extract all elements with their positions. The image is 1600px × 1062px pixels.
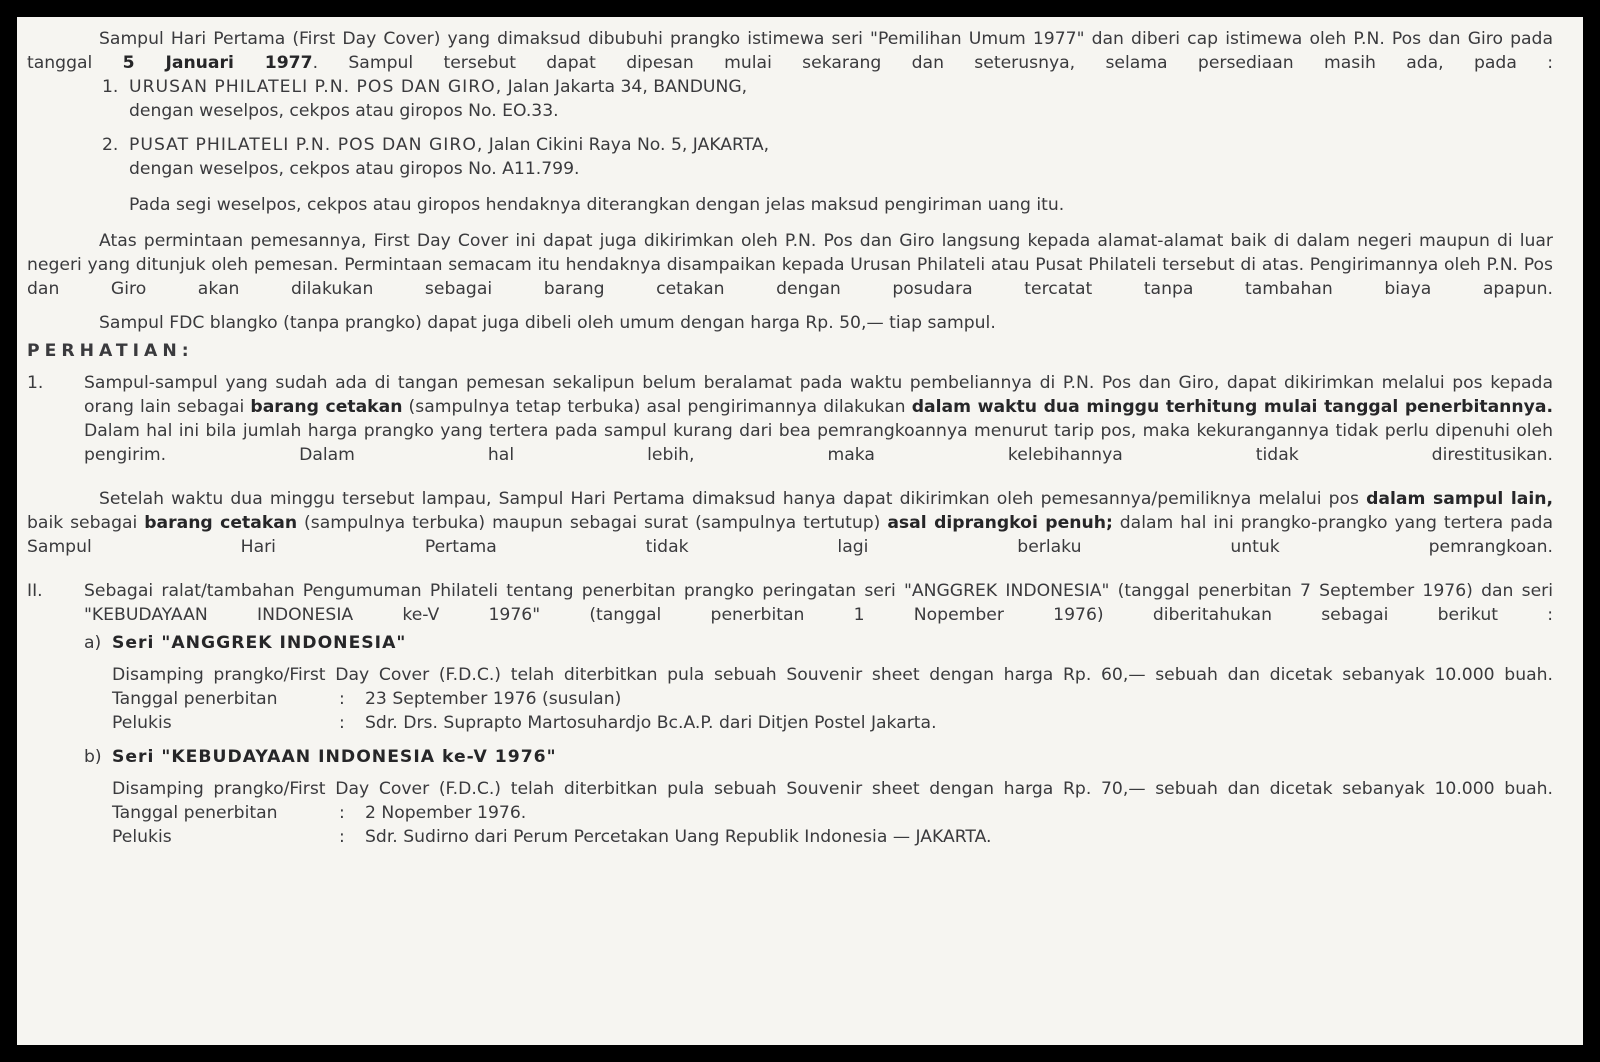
- attention-point-2: [27, 579, 1553, 627]
- series-label: b): [84, 747, 102, 767]
- point-2-text: Sebagai ralat/tambahan Pengumuman Philateli tentang penerbitan prangko peringatan seri "ANGGREK INDONESIA" (tanggal penerbitan 7 September 1976) dan seri "KEBUDAYAAN INDONESIA ke-V 1976" (tanggal penerbitan 1 Nopember 1976) diberitahukan sebagai berikut :: [84, 581, 1553, 625]
- address-street: Jalan Jakarta 34, BANDUNG,: [502, 77, 748, 97]
- intro-text-b: . Sampul tersebut dapat dipesan mulai sekarang dan seterusnya, selama persediaan masih ada, pada :: [312, 53, 1553, 73]
- payment-note: Pada segi weselpos, cekpos atau giropos hendaknya diterangkan dengan jelas maksud pengiriman uang itu.: [129, 195, 1065, 215]
- address-item-2: [102, 133, 1553, 181]
- series-artist-value: Sdr. Sudirno dari Perum Percetakan Uang Republik Indonesia — JAKARTA.: [365, 827, 992, 847]
- series-artist-row: Pelukis : Sdr. Sudirno dari Perum Percetakan Uang Republik Indonesia — JAKARTA.: [112, 827, 992, 847]
- series-artist-row: Pelukis : Sdr. Drs. Suprapto Martosuhardjo Bc.A.P. dari Ditjen Postel Jakarta.: [112, 713, 937, 733]
- intro-text-a: Sampul Hari Pertama (First Day Cover) yang dimaksud dibubuhi prangko istimewa seri "Pemilihan Umum 1977" dan diberi cap istimewa oleh P.N. Pos dan Giro pada tanggal: [27, 29, 1553, 73]
- intro-date: 5 Januari 1977: [122, 53, 313, 73]
- blank-fdc-paragraph: Sampul FDC blangko (tanpa prangko) dapat juga dibeli oleh umum dengan harga Rp. 50,— tiap sampul.: [99, 313, 996, 333]
- series-date-row: Tanggal penerbitan : 2 Nopember 1976.: [112, 803, 527, 823]
- series-a: [84, 631, 1553, 735]
- address-number: 2.: [102, 135, 119, 155]
- series-description: Disamping prangko/First Day Cover (F.D.C.) telah diterbitkan pula sebuah Souvenir sheet dengan harga Rp. 60,— sebuah dan dicetak sebanyak 10.000 buah.: [112, 665, 1553, 685]
- point-number: 1.: [27, 373, 44, 393]
- address-item-1: [102, 75, 1553, 123]
- address-office-name: PUSAT PHILATELI P.N. POS DAN GIRO,: [129, 135, 484, 155]
- point-1-follow-text: Setelah waktu dua minggu tersebut lampau, Sampul Hari Pertama dimaksud hanya dapat dikirimkan oleh pemesannya/pemiliknya melalui pos dalam sampul lain, baik sebagai barang cetakan (sampulnya terbuka) maupun sebagai surat (sampulnya tertutup) asal diprangkoi penuh; dalam hal ini prangko-prangko yang tertera pada Sampul Hari Pertama tidak lagi berlaku untuk pemrangkoan.: [27, 489, 1553, 557]
- intro-paragraph: [27, 27, 1553, 75]
- series-label: a): [84, 633, 102, 653]
- address-office-name: URUSAN PHILATELI P.N. POS DAN GIRO,: [129, 77, 503, 97]
- address-payment: dengan weselpos, cekpos atau giropos No. A11.799.: [129, 159, 580, 179]
- series-date-value: 23 September 1976 (susulan): [365, 689, 622, 709]
- series-artist-value: Sdr. Drs. Suprapto Martosuhardjo Bc.A.P. dari Ditjen Postel Jakarta.: [365, 713, 937, 733]
- delivery-paragraph: Atas permintaan pemesannya, First Day Cover ini dapat juga dikirimkan oleh P.N. Pos dan Giro langsung kepada alamat-alamat baik di dalam negeri maupun di luar negeri yang ditunjuk oleh pemesan. Permintaan semacam itu hendaknya disampaikan kepada Urusan Philateli atau Pusat Philateli tersebut di atas. Pengirimannya oleh P.N. Pos dan Giro akan dilakukan sebagai barang cetakan dengan posudara tercatat tanpa tambahan biaya apapun.: [27, 231, 1553, 299]
- attention-point-1: [27, 371, 1553, 467]
- address-payment: dengan weselpos, cekpos atau giropos No. EO.33.: [129, 101, 559, 121]
- series-date-row: Tanggal penerbitan : 23 September 1976 (susulan): [112, 689, 622, 709]
- point-number: II.: [27, 581, 43, 601]
- attention-heading: PERHATIAN:: [27, 341, 194, 361]
- address-number: 1.: [102, 77, 119, 97]
- point-1-text: Sampul-sampul yang sudah ada di tangan pemesan sekalipun belum beralamat pada waktu pembeliannya di P.N. Pos dan Giro, dapat dikirimkan melalui pos kepada orang lain sebagai barang cetakan (sampulnya tetap terbuka) asal pengirimannya dilakukan dalam waktu dua minggu terhitung mulai tanggal penerbitannya. Dalam hal ini bila jumlah harga prangko yang tertera pada sampul kurang dari bea pemrangkoannya menurut tarip pos, maka kekurangannya tidak perlu dipenuhi oleh pengirim. Dalam hal lebih, maka kelebihannya tidak direstitusikan.: [84, 373, 1553, 465]
- series-b: [84, 745, 1553, 849]
- series-title: Seri "ANGGREK INDONESIA": [112, 633, 407, 653]
- series-title: Seri "KEBUDAYAAN INDONESIA ke-V 1976": [112, 747, 557, 767]
- document-sheet: [17, 17, 1583, 1045]
- address-street: Jalan Cikini Raya No. 5, JAKARTA,: [483, 135, 770, 155]
- series-description: Disamping prangko/First Day Cover (F.D.C.) telah diterbitkan pula sebuah Souvenir sheet dengan harga Rp. 70,— sebuah dan dicetak sebanyak 10.000 buah.: [112, 779, 1553, 799]
- series-date-value: 2 Nopember 1976.: [365, 803, 527, 823]
